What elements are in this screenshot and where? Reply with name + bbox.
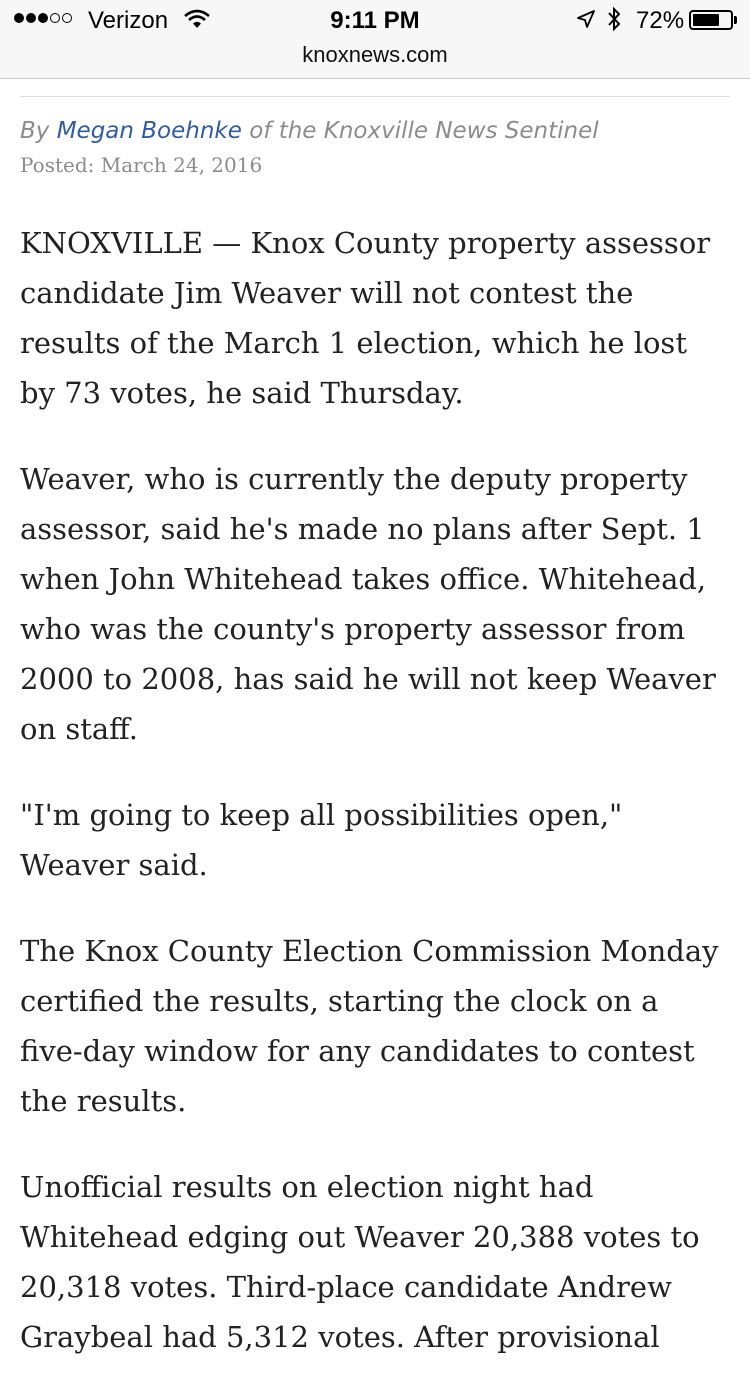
battery-icon [689, 10, 733, 30]
battery-terminal [734, 16, 737, 24]
clock-time: 9:11 PM [330, 7, 420, 34]
author-link[interactable]: Megan Boehnke [56, 118, 242, 144]
article-paragraph: "I'm going to keep all possibilities open," Weaver said. [20, 798, 623, 882]
article-paragraph: Weaver, who is currently the deputy property assessor, said he's made no plans after Sept. 1 when John Whitehead takes office. Whitehead, who was the county's property assessor from 2000 to 2008, has said he will not keep Weaver on staff. [20, 462, 716, 746]
article-paragraph: Unofficial results on election night had Whitehead edging out Weaver 20,388 votes to 20,318 votes. Third-place candidate Andrew Graybeal had 5,312 votes. After provisional [20, 1170, 700, 1354]
location-arrow-icon [576, 9, 596, 34]
address-bar[interactable] [0, 40, 750, 79]
bluetooth-icon [606, 6, 622, 37]
article-byline [20, 118, 599, 144]
article-body [20, 218, 726, 1398]
byline-prefix: By [20, 118, 50, 144]
status-bar [0, 0, 750, 40]
article-paragraph: The Knox County Election Commission Monday certified the results, starting the clock on a five-day window for any candidates to contest the results. [20, 934, 719, 1118]
battery-level-fill [693, 14, 719, 26]
posted-date: Posted: March 24, 2016 [20, 153, 263, 177]
header-divider [20, 96, 730, 97]
url-text[interactable]: knoxnews.com [302, 42, 448, 67]
battery-percent: 72% [636, 7, 685, 34]
byline-suffix: of the Knoxville News Sentinel [249, 118, 599, 144]
carrier-name: Verizon [88, 7, 169, 34]
article-paragraph: KNOXVILLE — Knox County property assessor candidate Jim Weaver will not contest the results of the March 1 election, which he lost by 73 votes, he said Thursday. [20, 226, 711, 410]
